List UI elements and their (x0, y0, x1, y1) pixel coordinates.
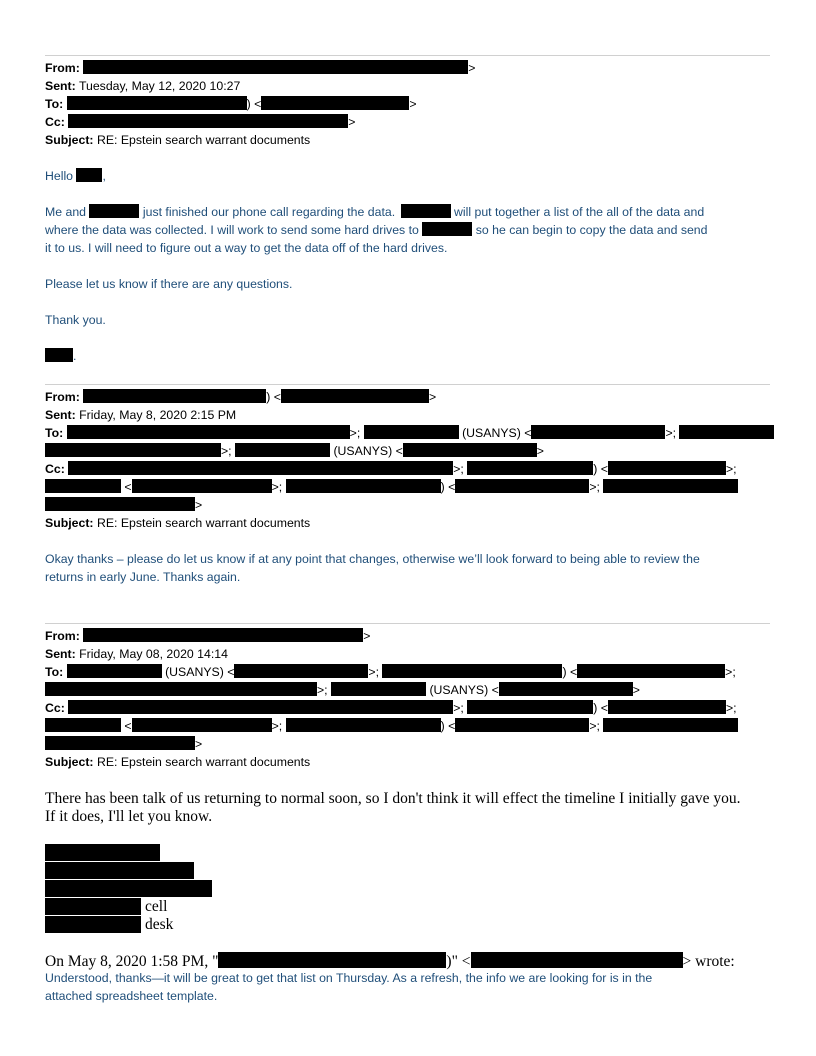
punct: ) < (593, 701, 608, 715)
redaction (401, 204, 451, 218)
redaction (67, 425, 350, 439)
redaction (603, 479, 738, 493)
redaction (603, 718, 738, 732)
punct: > (195, 498, 203, 512)
punct: ) < (266, 390, 281, 404)
usanys-label: (USANYS) < (333, 444, 403, 458)
angle-bracket: > (468, 61, 476, 75)
redaction (499, 682, 633, 696)
email2-subject-value: RE: Epstein search warrant documents (96, 516, 311, 530)
redaction (45, 348, 73, 362)
body-line (45, 203, 770, 221)
punct: > (195, 737, 203, 751)
body-line: If it does, I'll let you know. (45, 808, 213, 825)
redaction (577, 664, 725, 678)
subject-label: Subject: (45, 133, 94, 147)
punct: ) < (246, 97, 262, 111)
punct: >; (589, 719, 604, 733)
email3-body (45, 790, 770, 826)
redaction (83, 628, 363, 642)
email2-body (45, 550, 770, 586)
greeting-text: Hello (45, 169, 74, 183)
body-text: just finished our phone call regarding the data. (142, 205, 396, 219)
body-line: returns in early June. Thanks again. (45, 570, 241, 584)
email2-to-line2 (45, 442, 770, 460)
divider (45, 55, 770, 56)
cc-label: Cc: (45, 462, 65, 476)
body-line: attached spreadsheet template. (45, 989, 218, 1003)
redaction (45, 862, 194, 879)
to-label: To: (45, 97, 64, 111)
punct: ) < (440, 719, 456, 733)
body-line (45, 221, 770, 239)
redaction (467, 461, 593, 475)
email2-from-line (45, 388, 770, 406)
email2-cc-line2 (45, 478, 770, 496)
redaction (132, 479, 272, 493)
redaction (68, 700, 453, 714)
subject-label: Subject: (45, 755, 94, 769)
email3-cc-line3 (45, 735, 770, 753)
punct: < (121, 480, 132, 494)
punct: >; (271, 719, 286, 733)
email3-subject-value: RE: Epstein search warrant documents (96, 755, 311, 769)
punct: >; (368, 665, 383, 679)
from-label: From: (45, 61, 80, 75)
subject-label: Subject: (45, 516, 94, 530)
email3-cc-line1 (45, 699, 770, 717)
redaction (422, 222, 472, 236)
body-text: Me and (45, 205, 87, 219)
body-line: Understood, thanks—it will be great to get that list on Thursday. As a refresh, the info we are looking for is in the (45, 971, 653, 985)
email1-from-line (45, 59, 770, 77)
redaction (45, 880, 212, 897)
redaction (67, 96, 247, 110)
email2-cc-line3 (45, 496, 770, 514)
punct: ) < (440, 480, 456, 494)
body-line: it to us. I will need to figure out a way to get the data off of the hard drives. (45, 241, 448, 255)
email2-cc-line1 (45, 460, 770, 478)
redaction (455, 479, 589, 493)
body-text: where the data was collected. I will work to send some hard drives to (45, 223, 419, 237)
punct: >; (271, 480, 286, 494)
redaction (68, 114, 348, 128)
email3-sent-value: Friday, May 08, 2020 14:14 (79, 647, 228, 661)
body-line: There has been talk of us returning to normal soon, so I don't think it will effect the timeline I initially gave you. (45, 790, 741, 807)
email3-to-line2 (45, 681, 770, 699)
email1-subject-value: RE: Epstein search warrant documents (96, 133, 311, 147)
redaction (45, 443, 221, 457)
redaction (68, 461, 453, 475)
punct: >; (725, 665, 736, 679)
redaction (45, 916, 141, 933)
redaction (76, 168, 102, 182)
email1-body-p3: Thank you. (45, 313, 106, 327)
email3-cc-line2 (45, 717, 770, 735)
sent-label: Sent: (45, 647, 76, 661)
punct: > (536, 444, 544, 458)
redaction (331, 682, 426, 696)
cc-label: Cc: (45, 115, 65, 129)
email3-from-line (45, 627, 770, 645)
quote-text: > wrote: (682, 953, 735, 970)
quote-text: )" < (446, 953, 471, 970)
redaction (45, 898, 141, 915)
punct: ) < (593, 462, 608, 476)
email2-sent-line (45, 406, 770, 424)
email1-signature: . (45, 347, 770, 365)
redaction (608, 700, 726, 714)
email1-body-p2: Please let us know if there are any questions. (45, 277, 293, 291)
redaction (471, 952, 683, 968)
usanys-label: (USANYS) < (165, 665, 235, 679)
redaction (218, 952, 446, 968)
redaction (531, 425, 665, 439)
punct: > (409, 97, 417, 111)
redaction (608, 461, 726, 475)
punct: >; (349, 426, 364, 440)
redaction (45, 682, 317, 696)
punct: >; (725, 701, 737, 715)
redaction (364, 425, 459, 439)
punct: >; (665, 426, 680, 440)
email1-cc-line (45, 113, 770, 131)
punct: > (363, 629, 371, 643)
punct: < (121, 719, 132, 733)
sent-label: Sent: (45, 79, 76, 93)
divider (45, 623, 770, 624)
email1-subject-line (45, 131, 770, 149)
email1-sent-line (45, 77, 770, 95)
from-label: From: (45, 390, 80, 404)
punct: > (428, 390, 437, 404)
punct: ) < (562, 665, 578, 679)
punct: >; (317, 683, 332, 697)
email1-sent-value: Tuesday, May 12, 2020 10:27 (78, 79, 241, 93)
body-text: so he can begin to copy the data and send (475, 223, 708, 237)
punct: >; (221, 444, 236, 458)
redaction (132, 718, 272, 732)
email1-to-line (45, 95, 770, 113)
punct: > (632, 683, 640, 697)
punct: >; (725, 462, 737, 476)
email2-subject-line (45, 514, 770, 532)
redaction (83, 60, 468, 74)
to-label: To: (45, 426, 64, 440)
punct: > (348, 115, 356, 129)
to-label: To: (45, 665, 64, 679)
redaction (382, 664, 562, 678)
email2-sent-value: Friday, May 8, 2020 2:15 PM (79, 408, 237, 422)
redaction (45, 736, 195, 750)
redaction (467, 700, 593, 714)
quote-text: On May 8, 2020 1:58 PM, " (45, 953, 219, 970)
redaction (83, 389, 266, 403)
cc-label: Cc: (45, 701, 65, 715)
divider (45, 384, 770, 385)
sent-label: Sent: (45, 408, 76, 422)
usanys-label: (USANYS) < (462, 426, 532, 440)
body-text: will put together a list of the all of the data and (453, 205, 705, 219)
redaction (45, 497, 195, 511)
redaction (281, 389, 429, 403)
email1-body-p1 (45, 203, 770, 257)
redaction (89, 204, 139, 218)
redaction (45, 844, 160, 861)
email3-to-line1 (45, 663, 770, 681)
punct: >; (589, 480, 604, 494)
redaction (286, 718, 441, 732)
redaction (234, 664, 368, 678)
redaction (679, 425, 774, 439)
redaction (67, 664, 162, 678)
punct: >; (453, 462, 468, 476)
sig-cell-label: cell (145, 898, 168, 915)
redaction (261, 96, 409, 110)
redaction (286, 479, 441, 493)
sig-desk-label: desk (145, 916, 174, 933)
redaction (455, 718, 589, 732)
usanys-label: (USANYS) < (429, 683, 499, 697)
redaction (45, 718, 121, 732)
email3-quoted-body (45, 969, 770, 1005)
punct: >; (453, 701, 468, 715)
email3-subject-line (45, 753, 770, 771)
email3-sent-line (45, 645, 770, 663)
email1-greeting: Hello , (45, 169, 106, 183)
redaction (235, 443, 330, 457)
body-line: Okay thanks – please do let us know if at any point that changes, otherwise we’ll look forward to being able to review the (45, 552, 700, 566)
email2-to-line1 (45, 424, 770, 442)
from-label: From: (45, 629, 80, 643)
redaction (403, 443, 537, 457)
redaction (45, 479, 121, 493)
